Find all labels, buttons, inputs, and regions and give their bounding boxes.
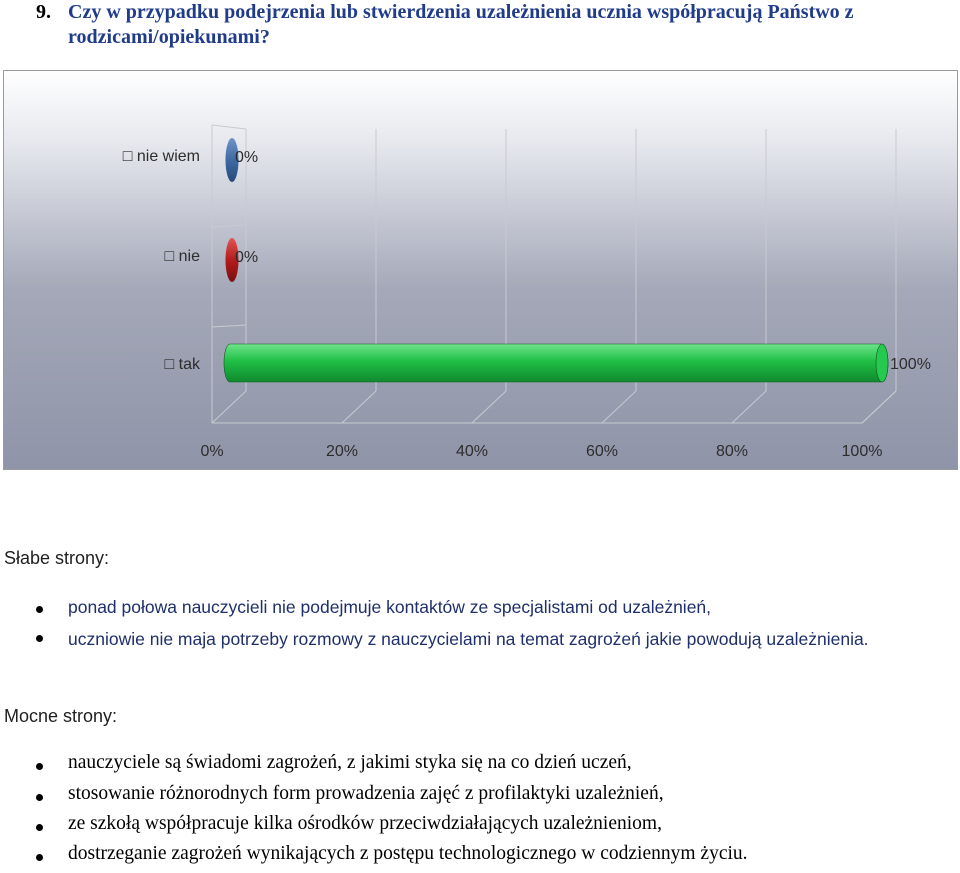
weak-point-text: uczniowie nie maja potrzeby rozmowy z nauczycielami na temat zagrożeń jakie powodują uzależnienia. [68,629,869,649]
strong-point-text: nauczyciele są świadomi zagrożeń, z jakimi styka się na co dzień uczeń, [68,752,632,773]
strong-point-text: stosowanie różnorodnych form prowadzenia zajęć z profilaktyki uzależnień, [68,783,664,804]
bar-chart [4,71,957,469]
bullet-icon [36,635,43,642]
x-tick-label: 0% [200,443,224,460]
value-label: 0% [235,149,259,166]
category-separator [212,325,246,327]
list-item [0,597,908,626]
value-label: 100% [890,356,931,373]
bullet-icon [36,824,43,831]
value-label: 0% [235,249,259,266]
side-wall-top [212,125,246,129]
category-label: □ nie [164,248,200,265]
strong-points-title: Mocne strony: [4,706,118,726]
floor-right-edge [862,391,896,423]
category-label: □ nie wiem [122,148,200,165]
x-tick-label: 80% [715,443,749,460]
list-item [0,783,908,813]
floor-gridline [342,391,376,423]
list-item [0,843,908,873]
weak-point-text: ponad połowa nauczycieli nie podejmuje kontaktów ze specjalistami od uzależnień, [68,597,712,617]
question-text: Czy w przypadku podejrzenia lub stwierdzenia uzależnienia ucznia współpracują Państwo z rodzicami/opiekunami? [68,1,854,48]
x-tick-label: 60% [585,443,619,460]
weak-points-list [0,597,908,653]
list-item [0,626,908,653]
list-item [0,813,908,843]
x-tick-label: 100% [841,443,883,460]
floor-gridline [732,391,766,423]
floor-gridline [212,391,246,423]
bullet-icon [36,763,43,770]
x-tick-label: 40% [455,443,489,460]
question-number: 9. [36,1,51,23]
weak-points-title: Słabe strony: [4,548,110,568]
question-heading [36,0,951,50]
bar-cap [876,344,888,382]
strong-points-list [0,752,908,873]
bullet-icon [36,606,43,613]
bar-body [224,344,888,382]
strong-point-text: dostrzeganie zagrożeń wynikających z postępu technologicznego w codziennym życiu. [68,843,748,864]
bullet-icon [36,794,43,801]
category-label: □ tak [164,356,200,373]
category-separator [212,225,246,227]
strong-point-text: ze szkołą współpracuje kilka ośrodków przeciwdziałających uzależnieniom, [68,813,662,834]
bullet-icon [36,854,43,861]
floor-gridline [472,391,506,423]
list-item [0,752,908,783]
x-tick-label: 20% [325,443,359,460]
chart-frame [3,70,958,470]
floor-gridline [602,391,636,423]
